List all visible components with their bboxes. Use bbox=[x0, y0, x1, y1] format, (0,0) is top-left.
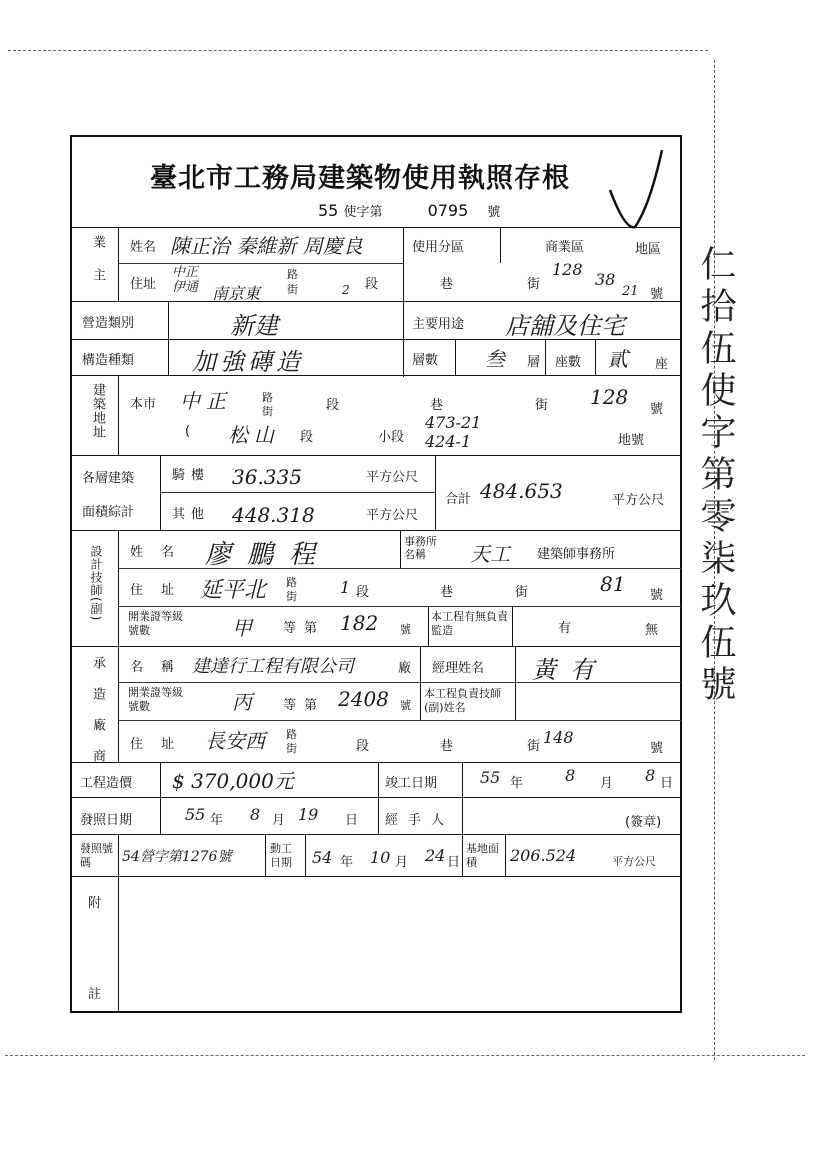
start-unit-year: 年 bbox=[340, 855, 354, 870]
rule bbox=[400, 530, 401, 568]
contractor-unit-section: 段 bbox=[356, 739, 370, 754]
designer-name-value: 廖鵬程 bbox=[205, 540, 332, 570]
completion-month: 8 bbox=[565, 766, 576, 785]
remarks-label-2: 註 bbox=[88, 987, 102, 1002]
owner-address-number-2: 38 bbox=[595, 270, 616, 289]
issue-unit-month: 月 bbox=[272, 813, 286, 828]
tech-label: 本工程負責技師(副)姓名 bbox=[424, 687, 501, 714]
zone-label: 使用分區 bbox=[412, 240, 465, 255]
contractor-license-suffix: 號 bbox=[400, 699, 411, 712]
start-unit-day: 日 bbox=[447, 855, 461, 870]
contractor-license-label: 開業證等級號數 bbox=[128, 686, 183, 713]
main-use-label: 主要用途 bbox=[412, 317, 465, 332]
rule bbox=[70, 797, 682, 798]
contractor-name-value: 建達行工程有限公司 bbox=[192, 656, 354, 677]
permit-info-value: 54營字第1276號 bbox=[122, 849, 232, 865]
site-road-value: 中正 bbox=[180, 389, 232, 413]
rule bbox=[70, 455, 682, 456]
owner-section-label: 業主 bbox=[90, 235, 105, 301]
document-title: 臺北市工務局建築物使用執照存根 bbox=[150, 163, 570, 194]
rule bbox=[455, 339, 456, 375]
completion-label: 竣工日期 bbox=[385, 776, 438, 791]
designer-section-label: 設計技師(副) bbox=[89, 545, 103, 622]
scan-bottom-edge bbox=[5, 1055, 805, 1056]
total-unit: 平方公尺 bbox=[612, 493, 665, 508]
contractor-name-suffix: 廠 bbox=[398, 661, 412, 676]
contractor-unit-lane: 巷 bbox=[440, 739, 454, 754]
start-day: 24 bbox=[425, 846, 446, 865]
area-label-2: 面積綜計 bbox=[82, 505, 135, 520]
rule bbox=[515, 646, 516, 720]
rule bbox=[118, 876, 119, 1013]
contractor-unit-alley: 街 bbox=[527, 739, 541, 754]
start-year: 54 bbox=[312, 848, 333, 867]
manager-label: 經理姓名 bbox=[432, 661, 485, 676]
floors-value: 叁 bbox=[485, 347, 505, 371]
rule bbox=[160, 455, 161, 530]
owner-address-unit-number: 號 bbox=[650, 287, 664, 302]
contractor-unit-street: 街 bbox=[286, 742, 297, 755]
floors-label: 層數 bbox=[412, 353, 439, 368]
arcade-value: 36.335 bbox=[232, 465, 302, 489]
blocks-label: 座數 bbox=[555, 355, 582, 370]
rule bbox=[168, 301, 169, 375]
rule bbox=[160, 492, 435, 493]
contractor-license-grade: 丙 bbox=[232, 690, 252, 714]
site-number-unit: 號 bbox=[650, 402, 664, 417]
completion-year: 55 bbox=[480, 768, 501, 787]
form-frame bbox=[70, 135, 682, 1013]
designer-unit-road: 路 bbox=[286, 576, 297, 589]
owner-address-road-2: 伊通 bbox=[172, 280, 199, 295]
owner-address-number-1: 128 bbox=[552, 260, 583, 279]
other-value: 448.318 bbox=[232, 503, 315, 527]
main-use-value: 店舖及住宅 bbox=[505, 312, 625, 340]
rule bbox=[118, 375, 119, 455]
remarks-label-1: 附 bbox=[88, 896, 102, 911]
rule bbox=[428, 606, 429, 646]
designer-unit-section: 段 bbox=[356, 585, 370, 600]
arcade-label: 騎樓 bbox=[172, 468, 211, 483]
designer-office-label: 事務所名稱 bbox=[404, 535, 437, 561]
site-unit-lane: 巷 bbox=[430, 398, 444, 413]
designer-address-section: 1 bbox=[340, 578, 351, 597]
completion-unit-day: 日 bbox=[660, 776, 674, 791]
rule bbox=[160, 762, 161, 834]
rule bbox=[70, 762, 682, 763]
designer-office-suffix: 建築師事務所 bbox=[537, 547, 616, 562]
owner-address-unit-road: 路 bbox=[287, 268, 298, 281]
supervise-label: 本工程有無負責監造 bbox=[431, 610, 508, 637]
designer-license-mid: 等第 bbox=[283, 621, 326, 636]
designer-license-label: 開業證等級號數 bbox=[128, 610, 183, 637]
site-city-label: 本市 bbox=[130, 397, 157, 412]
zone-suffix: 地區 bbox=[635, 242, 662, 257]
rule bbox=[118, 263, 403, 264]
rule bbox=[462, 834, 463, 876]
rule bbox=[420, 646, 421, 720]
rule bbox=[118, 568, 682, 569]
rule bbox=[118, 834, 119, 876]
scan-top-edge bbox=[8, 50, 708, 51]
contractor-license-number: 2408 bbox=[338, 687, 389, 711]
rule bbox=[70, 876, 682, 877]
manager-value: 黃有 bbox=[532, 656, 608, 684]
site-paren-open: ( bbox=[185, 424, 191, 439]
side-annotation: 仁拾伍使字第零柒玖伍號 bbox=[695, 245, 736, 707]
contractor-address-number: 148 bbox=[543, 728, 574, 747]
site-district-value: 松山 bbox=[228, 423, 280, 447]
base-area-unit: 平方公尺 bbox=[612, 855, 656, 868]
contractor-unit-road: 路 bbox=[286, 728, 297, 741]
rule bbox=[70, 646, 682, 647]
permit-number: 0795 bbox=[427, 201, 469, 220]
owner-address-number-3: 21 bbox=[622, 284, 639, 299]
permit-year: 55 bbox=[318, 201, 339, 220]
site-number-value: 128 bbox=[590, 385, 629, 409]
site-section-label: 建築地址 bbox=[90, 383, 105, 439]
rule bbox=[118, 720, 682, 721]
rule bbox=[378, 762, 379, 834]
supervise-no: 無 bbox=[645, 623, 659, 638]
rule bbox=[512, 606, 513, 646]
rule bbox=[305, 834, 306, 876]
floors-unit: 層 bbox=[527, 355, 541, 370]
arcade-unit: 平方公尺 bbox=[366, 470, 419, 485]
owner-address-unit-alley: 街 bbox=[527, 277, 541, 292]
rule bbox=[505, 834, 506, 876]
rule bbox=[118, 227, 119, 301]
issue-year: 55 bbox=[185, 805, 206, 824]
construction-type-value: 新建 bbox=[230, 312, 278, 340]
rule bbox=[595, 339, 596, 375]
contractor-address-label: 住址 bbox=[130, 737, 193, 752]
base-area-label: 基地面積 bbox=[466, 842, 499, 869]
handler-label: 經手人 bbox=[385, 813, 455, 828]
blocks-unit: 座 bbox=[655, 357, 669, 372]
base-area-value: 206.524 bbox=[510, 846, 577, 865]
issue-month: 8 bbox=[250, 805, 261, 824]
permit-suffix: 號 bbox=[487, 205, 501, 220]
rule bbox=[435, 455, 436, 530]
contractor-name-label: 名稱 bbox=[130, 660, 193, 675]
structure-value: 加強磚造 bbox=[192, 348, 304, 376]
owner-address-section: 2 bbox=[342, 283, 350, 297]
site-unit-road: 路 bbox=[262, 391, 273, 404]
rule bbox=[70, 301, 682, 302]
start-unit-month: 月 bbox=[395, 855, 409, 870]
rule bbox=[118, 606, 682, 607]
total-value: 484.653 bbox=[480, 479, 563, 503]
owner-name-value: 陳正治 秦維新 周慶良 bbox=[170, 234, 363, 258]
owner-address-road-3: 南京東 bbox=[212, 284, 261, 303]
permit-info-label: 發照號碼 bbox=[80, 842, 113, 869]
designer-address-number: 81 bbox=[600, 572, 626, 596]
designer-unit-street: 街 bbox=[286, 590, 297, 603]
designer-unit-alley: 街 bbox=[515, 585, 529, 600]
contractor-section-label: 承造廠商 bbox=[90, 656, 105, 780]
supervise-value: 有 bbox=[558, 621, 572, 636]
issue-unit-year: 年 bbox=[210, 813, 224, 828]
completion-day: 8 bbox=[645, 766, 656, 785]
rule bbox=[500, 227, 501, 263]
issue-day: 19 bbox=[298, 805, 319, 824]
cost-label: 工程造價 bbox=[80, 776, 133, 791]
designer-name-label: 姓名 bbox=[130, 545, 193, 560]
site-lot-unit: 地號 bbox=[618, 433, 645, 448]
rule bbox=[462, 762, 463, 834]
rule bbox=[118, 530, 119, 762]
site-unit-section: 段 bbox=[326, 398, 340, 413]
designer-address-label: 住址 bbox=[130, 583, 193, 598]
owner-address-unit-lane: 巷 bbox=[440, 277, 454, 292]
designer-address-value: 延平北 bbox=[200, 578, 267, 603]
designer-license-number: 182 bbox=[340, 611, 379, 635]
designer-unit-number: 號 bbox=[650, 588, 664, 603]
zone-value: 商業區 bbox=[545, 240, 585, 255]
total-label: 合計 bbox=[445, 492, 472, 507]
rule bbox=[545, 339, 546, 375]
rule bbox=[70, 530, 682, 531]
rule bbox=[70, 834, 682, 835]
site-unit-street-1: 街 bbox=[262, 405, 273, 418]
owner-address-road-1: 中正 bbox=[172, 265, 199, 280]
rule bbox=[265, 834, 266, 876]
contractor-license-mid: 等第 bbox=[283, 698, 326, 713]
site-lot-value-1: 473-21 bbox=[425, 413, 482, 432]
issue-unit-day: 日 bbox=[345, 813, 359, 828]
site-unit-street-2: 街 bbox=[535, 398, 549, 413]
start-date-label: 動工日期 bbox=[270, 842, 292, 869]
site-lot-value-2: 424-1 bbox=[425, 432, 472, 451]
other-unit: 平方公尺 bbox=[366, 508, 419, 523]
area-label-1: 各層建築 bbox=[82, 471, 135, 486]
seal-label: (簽章) bbox=[625, 815, 662, 830]
rule bbox=[403, 227, 404, 377]
owner-address-unit-street: 街 bbox=[287, 283, 298, 296]
owner-address-unit-section: 段 bbox=[365, 277, 379, 292]
site-subsection-label: 小段 bbox=[378, 430, 405, 445]
issue-label: 發照日期 bbox=[80, 813, 133, 828]
completion-unit-month: 月 bbox=[600, 776, 614, 791]
cost-value: $ 370,000元 bbox=[172, 769, 294, 793]
construction-type-label: 營造類別 bbox=[82, 316, 135, 331]
permit-prefix: 使字第 bbox=[343, 205, 383, 220]
structure-label: 構造種類 bbox=[82, 353, 135, 368]
blocks-value: 貳 bbox=[608, 347, 628, 371]
rule bbox=[70, 375, 682, 376]
owner-name-label: 姓名 bbox=[130, 240, 157, 255]
owner-address-label: 住址 bbox=[130, 277, 157, 292]
contractor-address-value: 長安西 bbox=[205, 729, 265, 753]
start-month: 10 bbox=[370, 848, 391, 867]
contractor-unit-number: 號 bbox=[650, 741, 664, 756]
designer-unit-lane: 巷 bbox=[440, 585, 454, 600]
designer-license-grade: 甲 bbox=[232, 616, 252, 640]
designer-license-suffix: 號 bbox=[400, 623, 411, 636]
rule bbox=[70, 227, 682, 228]
designer-office-value: 天工 bbox=[470, 542, 510, 566]
site-district-unit: 段 bbox=[300, 430, 314, 445]
other-label: 其他 bbox=[172, 507, 211, 522]
completion-unit-year: 年 bbox=[510, 776, 524, 791]
